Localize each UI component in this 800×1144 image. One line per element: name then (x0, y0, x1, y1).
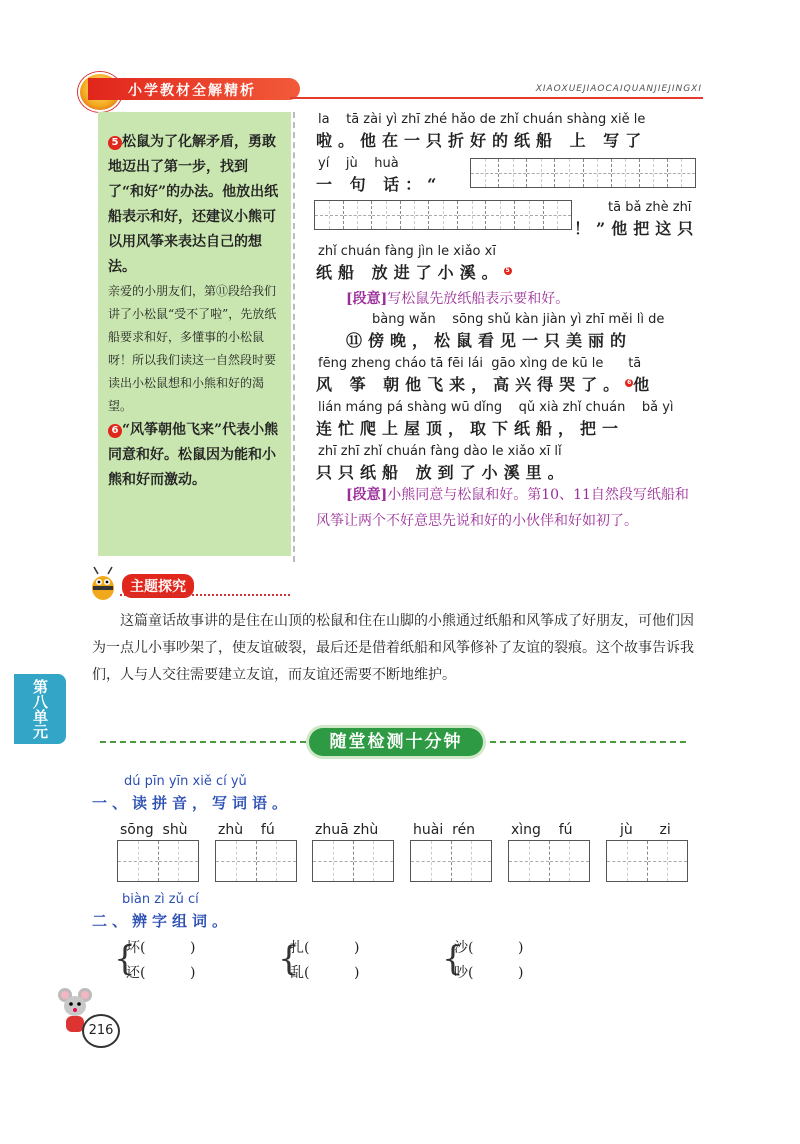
pinyin-row-4: zhǐ chuán fàng jìn le xiǎo xī (318, 244, 496, 259)
answer-grid-1[interactable] (117, 840, 199, 882)
pinyin-row-2: yí jù huà (318, 156, 399, 171)
note-badge-6: 6 (108, 424, 122, 438)
writing-grid-1[interactable] (470, 158, 696, 188)
brace-3: { (442, 939, 464, 979)
pinyin-row-7: lián máng pá shàng wū dǐng qǔ xià zhǐ chuán bǎ yì (318, 400, 674, 415)
side-note (98, 112, 291, 556)
duan-text-1: 写松鼠先放纸船表示要和好。 (387, 291, 570, 307)
text-row-6-body: 风 筝 朝他飞来，高兴得哭了。 (316, 375, 626, 394)
q2-title: 二、辨字组词。 (92, 912, 233, 930)
paragraph-meaning-1 (346, 286, 702, 312)
note-p6 (108, 418, 281, 493)
page-number: 216 (82, 1014, 120, 1048)
answer-grid-2[interactable] (215, 840, 297, 882)
theme-heading: 主题探究 (122, 574, 194, 598)
pair-2-bottom[interactable]: 乱( ) (290, 965, 360, 981)
note-p5-text: 松鼠为了化解矛盾，勇敢地迈出了第一步，找到了“和好”的办法。他放出纸船表示和好，还建议小熊可以用风筝来表达自己的想法。 (108, 134, 279, 275)
text-row-5: ⑪傍晚，松鼠看见一只美丽的 (346, 331, 633, 350)
q1-pinyin: dú pīn yīn xiě cí yǔ (124, 774, 247, 789)
duan-label-2: [段意] (346, 487, 388, 503)
q1-item-6-pinyin: jù zi (620, 822, 671, 838)
text-row-7: 连忙爬上屋顶，取下纸船，把一 (316, 419, 625, 438)
q1-title: 一、读拼音，写词语。 (92, 794, 293, 812)
text-row-4 (316, 260, 512, 283)
q1-item-2-pinyin: zhù fú (218, 822, 275, 838)
theme-body: 这篇童话故事讲的是住在山顶的松鼠和住在山脚的小熊通过纸船和风筝成了好朋友，可他们因为一点儿小事吵架了，使友谊破裂，最后还是借着纸船和风筝修补了友谊的裂痕。这个故事告诉我们，人与人交往需要建立友谊，而友谊还需要不断地维护。 (92, 613, 694, 683)
bee-mascot-icon (88, 566, 118, 602)
text-row-6-tail: 他 (633, 375, 656, 394)
pinyin-row-3: tā bǎ zhè zhī (608, 200, 692, 215)
text-row-8: 只只纸船 放到了小溪里。 (316, 463, 570, 482)
pair-2-top[interactable]: 扎( ) (290, 940, 360, 956)
series-code: XIAOXUEJIAOCAIQUANJIEJINGXI (535, 84, 702, 94)
pinyin-row-5: bàng wǎn sōng shǔ kàn jiàn yì zhī měi lì de (372, 312, 665, 327)
duan-label-1: [段意] (346, 291, 388, 307)
text-row-6 (316, 372, 655, 395)
brace-1: { (114, 939, 136, 979)
book-title: 小学教材全解精析 (128, 83, 256, 99)
q1-item-4-pinyin: huài rén (413, 822, 476, 838)
q1-item-3-pinyin: zhuā zhù (315, 822, 379, 838)
pair-3-bottom[interactable]: 吵( ) (454, 965, 524, 981)
answer-grid-6[interactable] (606, 840, 688, 882)
pinyin-row-1: la tā zài yì zhī zhé hǎo de zhǐ chuán shàng xiě le (318, 112, 646, 127)
note-p5-extra: 亲爱的小朋友们，第⑪段给我们讲了小松鼠“受不了啦”，先放纸船要求和好，多懂事的小松鼠呀！所以我们读这一自然段时要读出小松鼠想和小熊和好的渴望。 (108, 284, 277, 413)
note-p6-text: “风筝朝他飞来”代表小熊同意和好。松鼠因为能和小熊和好而激动。 (108, 422, 279, 488)
pinyin-row-6: fēng zheng cháo tā fēi lái gāo xìng de kū le tā (318, 356, 642, 371)
answer-grid-5[interactable] (508, 840, 590, 882)
answer-grid-4[interactable] (410, 840, 492, 882)
pair-3-top[interactable]: 沙( ) (454, 940, 524, 956)
pair-1-top[interactable]: 坏( ) (126, 940, 196, 956)
pair-1-bottom[interactable]: 还( ) (126, 965, 196, 981)
note-badge-5: 5 (108, 136, 122, 150)
pinyin-row-8: zhī zhī zhǐ chuán fàng dào le xiǎo xī lǐ (318, 444, 562, 459)
column-divider (293, 112, 295, 562)
answer-grid-3[interactable] (312, 840, 394, 882)
note-p5 (108, 130, 281, 280)
q2-pinyin: biàn zì zǔ cí (122, 892, 199, 907)
check-banner: 随堂检测十分钟 (309, 728, 483, 756)
q1-item-1-pinyin: sōng shù (120, 822, 188, 838)
header-rule (290, 97, 703, 99)
text-row-1: 啦。他在一只折好的纸船 上 写了 (316, 131, 648, 150)
ref-badge-5: 5 (505, 266, 510, 274)
text-row-3: ！”他把这只 (574, 219, 700, 238)
q1-item-5-pinyin: xìng fú (511, 822, 573, 838)
brace-2: { (278, 939, 300, 979)
paragraph-meaning-2 (316, 482, 702, 534)
unit-tab: 第八单元 (14, 674, 66, 744)
text-row-2: 一 句 话：“ (316, 175, 443, 194)
text-row-4-body: 纸船 放进了小溪。 (316, 263, 504, 282)
duan-text-2: 小熊同意与松鼠和好。第10、11自然段写纸船和风筝让两个不好意思先说和好的小伙伴和好如初了。 (316, 487, 689, 529)
writing-grid-2[interactable] (314, 200, 572, 230)
ref-badge-6: 6 (627, 378, 632, 386)
theme-underline (120, 594, 290, 596)
